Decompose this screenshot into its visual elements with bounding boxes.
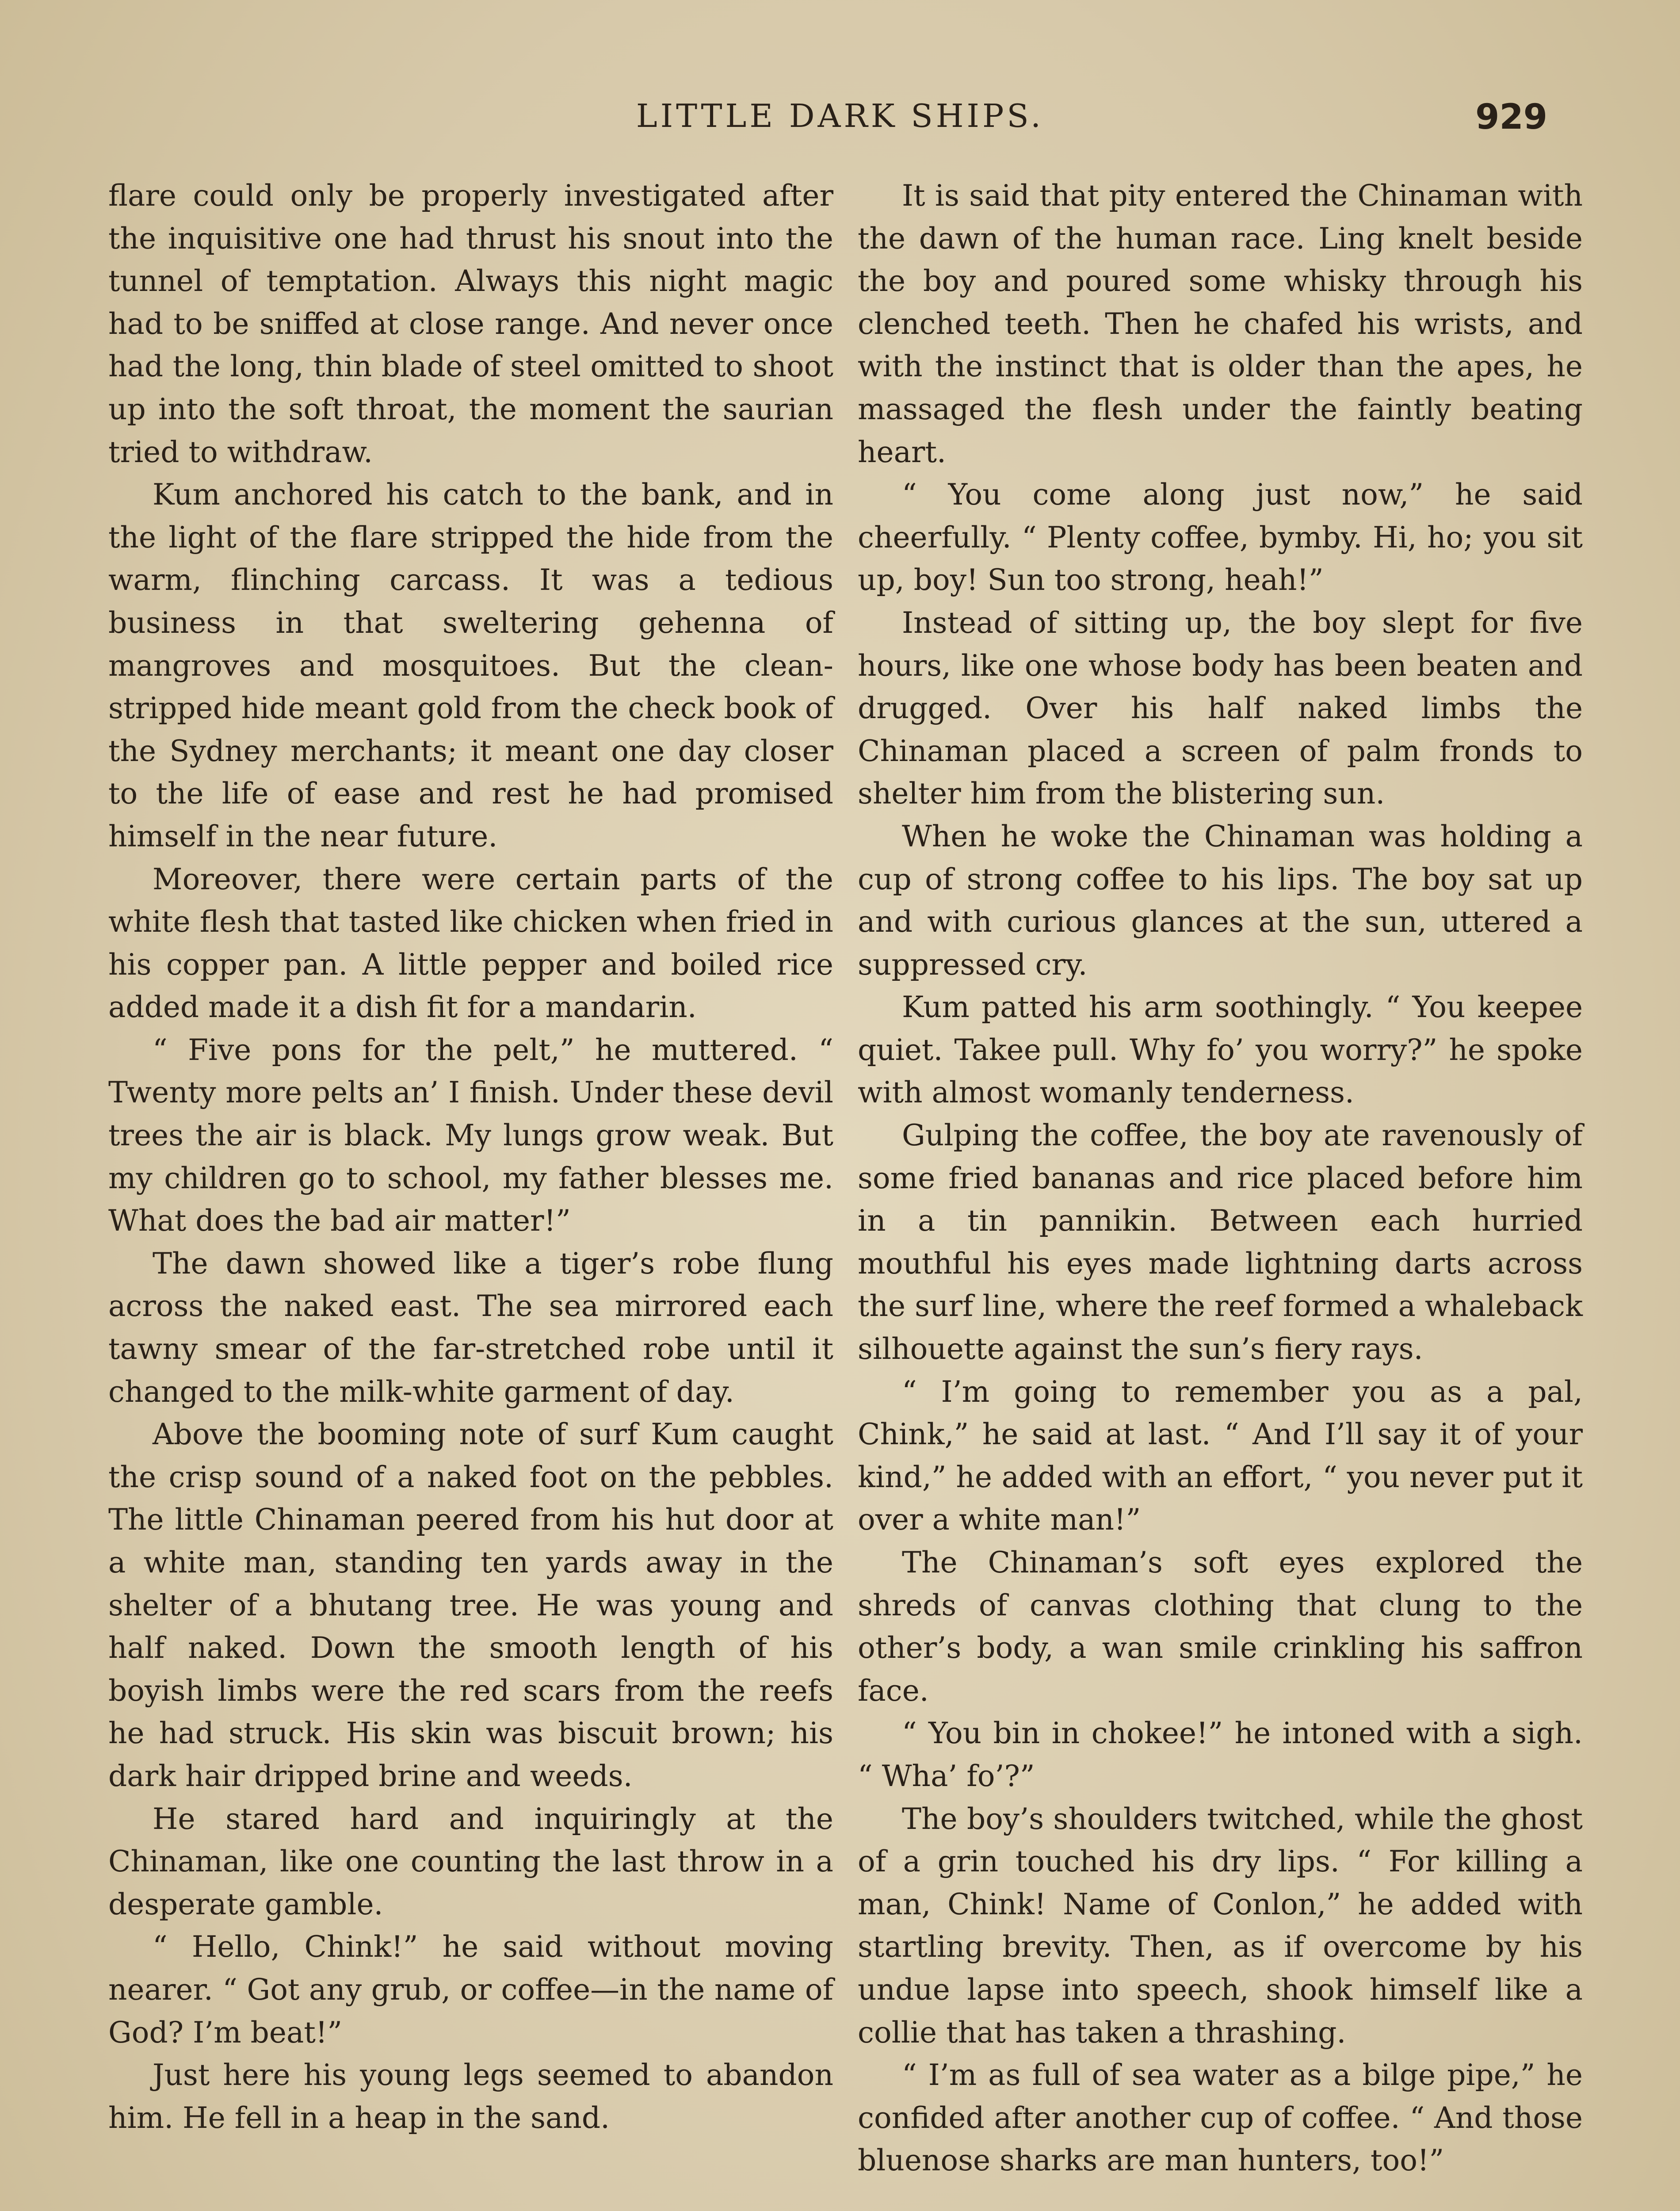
paragraph: “ You come along just now,” he said cheerfully. “ Plenty coffee, bymby. Hi, ho; you sit up, boy! Sun too strong, heah!” [858, 478, 1583, 597]
paragraph: flare could only be properly investigated after the inquisitive one had thrust his snout into the tunnel of temptation. Always this night magic had to be sniffed at close range. And never once had the long, thin blade of steel omitted to shoot up into the soft throat, the moment the saurian tried to withdraw. [108, 179, 833, 469]
running-title: LITTLE DARK SHIPS. [636, 97, 1044, 134]
paragraph: He stared hard and inquiringly at the Chinaman, like one counting the last throw in a desperate gamble. [108, 1802, 833, 1921]
paragraph: The boy’s shoulders twitched, while the ghost of a grin touched his dry lips. “ For killing a man, Chink! Name of Conlon,” he added with startling brevity. Then, as if overcome by his undue lapse into speech, shook himself like a collie that has taken a thrashing. [858, 1802, 1583, 2050]
paragraph: Gulping the coffee, the boy ate ravenously of some fried bananas and rice placed before him in a tin pannikin. Between each hurried mouthful his eyes made lightning darts across the surf line, where the reef formed a whaleback silhouette against the sun’s fiery rays. [858, 1118, 1583, 1366]
left-column [108, 175, 833, 2139]
paragraph: “ I’m going to remember you as a pal, Chink,” he said at last. “ And I’ll say it of your kind,” he added with an effort, “ you never put it over a white man!” [858, 1374, 1583, 1537]
paragraph: “ You bin in chokee!” he intoned with a sigh. “ Wha’ fo’?” [858, 1716, 1583, 1793]
paragraph: “ Hello, Chink!” he said without moving nearer. “ Got any grub, or coffee—in the name of God? I’m beat!” [108, 1930, 833, 2050]
paragraph: Moreover, there were certain parts of the white flesh that tasted like chicken when fried in his copper pan. A little pepper and boiled rice added made it a dish fit for a mandarin. [108, 862, 833, 1025]
paragraph: Above the booming note of surf Kum caught the crisp sound of a naked foot on the pebbles. The little Chinaman peered from his hut door at a white man, standing ten yards away in the shelter of a bhutang tree. He was young and half naked. Down the smooth length of his boyish limbs were the red scars from the reefs he had struck. His skin was biscuit brown; his dark hair dripped brine and weeds. [108, 1417, 833, 1793]
paragraph: It is said that pity entered the Chinaman with the dawn of the human race. Ling knelt beside the boy and poured some whisky through his clenched teeth. Then he chafed his wrists, and with the instinct that is older than the apes, he massaged the flesh under the faintly beating heart. [858, 179, 1583, 469]
paragraph: Instead of sitting up, the boy slept for five hours, like one whose body has been beaten and drugged. Over his half naked limbs the Chinaman placed a screen of palm fronds to shelter him from the blistering sun. [858, 605, 1583, 811]
right-column [858, 175, 1583, 2182]
paragraph: “ Five pons for the pelt,” he muttered. “ Twenty more pelts an’ I finish. Under these devil trees the air is black. My lungs grow weak. But my children go to school, my father blesses me. What does the bad air matter!” [108, 1033, 833, 1238]
paragraph: When he woke the Chinaman was holding a cup of strong coffee to his lips. The boy sat up and with curious glances at the sun, uttered a suppressed cry. [858, 819, 1583, 982]
page-header [106, 88, 1574, 146]
paragraph: Just here his young legs seemed to abandon him. He fell in a heap in the sand. [108, 2058, 833, 2135]
paragraph: The Chinaman’s soft eyes explored the shreds of canvas clothing that clung to the other’s body, a wan smile crinkling his saffron face. [858, 1545, 1583, 1708]
paragraph: Kum anchored his catch to the bank, and in the light of the flare stripped the hide from the warm, flinching carcass. It was a tedious business in that sweltering gehenna of mangroves and mosquitoes. But the clean-stripped hide meant gold from the check book of the Sydney merchants; it meant one day closer to the life of ease and rest he had promised himself in the near future. [108, 478, 833, 853]
paragraph: “ I’m as full of sea water as a bilge pipe,” he confided after another cup of coffee. “ And those bluenose sharks are man hunters, too!” [858, 2058, 1583, 2178]
paragraph: The dawn showed like a tiger’s robe flung across the naked east. The sea mirrored each tawny smear of the far-stretched robe until it changed to the milk-white garment of day. [108, 1246, 833, 1409]
page-number: 929 [1475, 97, 1547, 137]
paragraph: Kum patted his arm soothingly. “ You keepee quiet. Takee pull. Why fo’ you worry?” he spoke with almost womanly tenderness. [858, 990, 1583, 1110]
